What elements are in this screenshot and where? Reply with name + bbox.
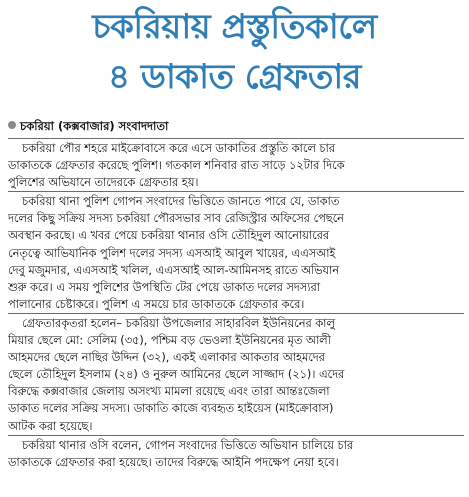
headline <box>0 2 469 102</box>
article-body <box>8 138 464 471</box>
paragraph-3 <box>8 313 464 435</box>
text-line: অবস্থান করছে। এ খবর পেয়ে চকরিয়া থানার ওসি তৌহিদুল আনোয়ারের <box>8 229 330 243</box>
text-line: পালানোর চেষ্টাকরে। পুলিশ এ সময়ে চার ডাকাতকে গ্রেফতার করে। <box>8 297 305 311</box>
text-line: বিরুদ্ধে কক্সবাজার জেলায় অসংখ্য মামলা রয়েছে এবং তারা আন্তঃজেলা <box>8 385 330 399</box>
paragraph-2 <box>8 191 464 313</box>
text-line: নেতৃত্বে আভিযানিক পুলিশ দলের সদস্য এসআই আবুল খায়ের, এএসআই <box>8 246 336 260</box>
bullet-icon <box>8 121 16 129</box>
byline <box>8 118 168 134</box>
headline-line-1: চকরিয়ায় প্রস্তুতিকালে <box>92 7 377 47</box>
text-line: মিয়ার ছেলে মো: সেলিম (৩৫), পশ্চিম বড় ভেওলা ইউনিয়নের মৃত আলী <box>8 334 331 348</box>
text-line: চকরিয়া থানার ওসি বলেন, গোপন সংবাদের ভিত্তিতে অভিযান চালিয়ে চার <box>22 438 354 452</box>
text-line: আটক করা হয়েছে। <box>8 419 93 433</box>
text-line: শুরু করে। এ সময় পুলিশের উপস্থিতি টের পেয়ে ডাকাত দলের সদস্যরা <box>8 280 321 294</box>
paragraph-4 <box>8 435 464 471</box>
text-line: ছেলে তৌহিদুল ইসলাম (২৪) ও নুরুল আমিনের ছেলে সাজ্জাদ (২১)। এদের <box>8 368 345 382</box>
text-line: দলের কিছু সক্রিয় সদস্য চকরিয়া পৌরসভার সাব রেজিস্ট্রার অফিসের পেছনে <box>8 212 344 226</box>
text-line: চকরিয়া থানা পুলিশ গোপন সংবাদের ভিত্তিতে জানতে পারে যে, ডাকাত <box>22 195 340 209</box>
text-line: চকরিয়া পৌর শহরে মাইক্রোবাসে করে এসে ডাকাতির প্রস্তুতি কালে চার <box>22 142 335 155</box>
paragraph-1 <box>8 138 464 191</box>
text-line: গ্রেফতারকৃতরা হলেন– চকরিয়া উপজেলার সাহারবিল ইউনিয়নের কালু <box>22 316 335 330</box>
text-line: আহমদের ছেলে নাছির উদ্দিন (৩২), একই এলাকার আকতার আহমদের <box>8 351 325 365</box>
text-line: ডাকাত দলের সক্রিয় সদস্য। ডাকাতি কাজে ব্যবহৃত হাইয়েস (মাইক্রোবাস) <box>8 402 334 416</box>
text-line: পুলিশের অভিযানে তাদেরকে গ্রেফতার হয়। <box>8 176 199 190</box>
headline-line-2: ৪ ডাকাত গ্রেফতার <box>108 57 361 97</box>
text-line: ডাকাতকে গ্রেফতার করা হয়েছে। তাদের বিরুদ্ধে আইনি পদক্ষেপ নেয়া হবে। <box>8 455 339 469</box>
text-line: ডাকাতকে গ্রেফতার করেছে পুলিশ। গতকাল শনিবার রাত সাড়ে ১২টার দিকে <box>8 159 345 173</box>
text-line: দেবু মজুমদার, এএসআই খলিল, এএসআই আল-আমিনসহ রাতে অভিযান <box>8 263 340 277</box>
byline-text: চকরিয়া (কক্সবাজার) সংবাদদাতা <box>20 119 169 133</box>
